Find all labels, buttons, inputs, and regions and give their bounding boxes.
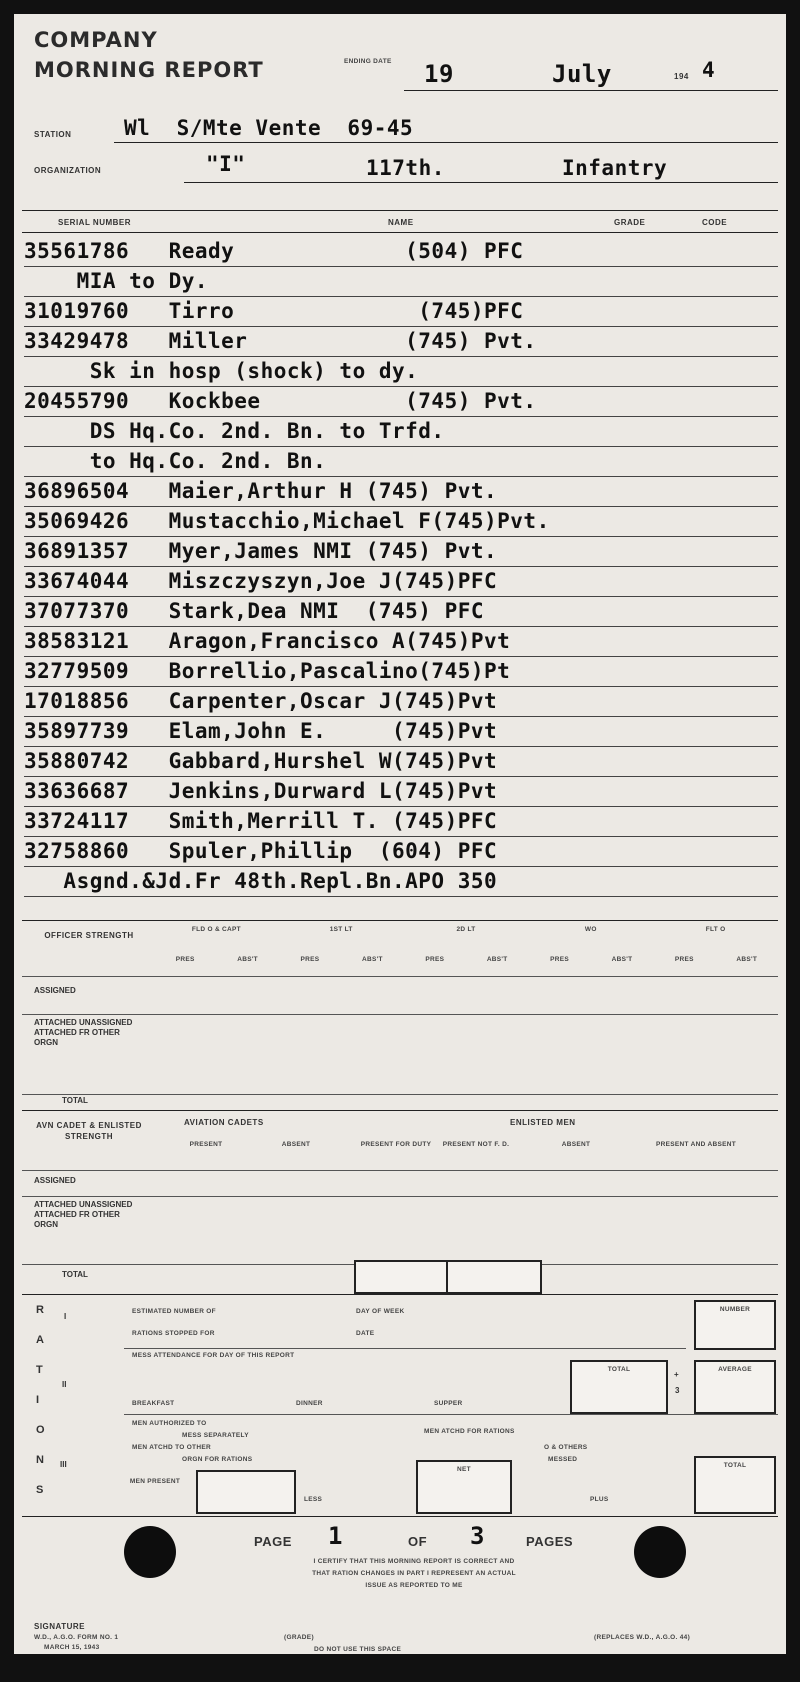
dinner-label: DINNER xyxy=(296,1400,323,1407)
net-label: NET xyxy=(457,1466,471,1473)
header-company: COMPANY xyxy=(34,28,158,52)
officer-row-assigned: ASSIGNED xyxy=(34,986,76,995)
entry-line: MIA to Dy. xyxy=(24,266,778,297)
bottom-notice: DO NOT USE THIS SPACE xyxy=(314,1646,402,1653)
men-present-box xyxy=(196,1470,296,1514)
entry-line: 35069426 Mustacchio,Michael F(745)Pvt. xyxy=(24,506,778,537)
enlisted-men-header: ENLISTED MEN xyxy=(510,1118,576,1127)
entry-line: 32758860 Spuler,Phillip (604) PFC xyxy=(24,836,778,867)
mess-attendance-label: MESS ATTENDANCE FOR DAY OF THIS REPORT xyxy=(132,1352,295,1359)
mess-total-label: TOTAL xyxy=(607,1366,631,1373)
rations-side-letter: O xyxy=(36,1424,45,1436)
enlisted-strength-title: AVN CADET & ENLISTED STRENGTH xyxy=(36,1121,142,1141)
date-label: DATE xyxy=(356,1330,375,1337)
report-month: July xyxy=(552,60,612,88)
entry-line: 20455790 Kockbee (745) Pvt. xyxy=(24,386,778,417)
entry-line: 35897739 Elam,John E. (745)Pvt xyxy=(24,716,778,747)
officer-group-headers xyxy=(154,926,778,940)
rations-side-letter: N xyxy=(36,1454,44,1466)
officer-group-header: 2D LT xyxy=(456,926,476,933)
entry-line: 32779509 Borrellio,Pascalino(745)Pt xyxy=(24,656,778,687)
morning-report-card: COMPANY MORNING REPORT ENDING DATE 19 July 194 4 STATION Wl S/Mte Vente 69-45 ORGANIZATION "I" 117th. Infantry SERIAL NUMBER NAME GRADE CODE 35561786 Ready (504) PFC MIA to Dy. 31019760 Tirro (745)PFC 33429478 Miller (745) Pvt. Sk in hosp (shock) to dy. 20455790 Kockbee (745) Pvt. DS Hq.Co. 2nd. Bn. to Trfd. to Hq.Co. 2nd. Bn. 36896504 Maier,Arthur H (745) Pvt. 35069426 Mustacchio,Michael F(745)Pvt. 36891357 Myer,James NMI (745) Pvt. 33674044 Miszczyszyn,Joe J(745)PFC 37077370 Stark,Dea NMI (745) PFC 38583121 Aragon,Francisco A(745)Pvt 32779509 Borrellio,Pascalino(745)Pt 17018856 Carpenter,Oscar J(745)Pvt 35897739 Elam,John E. (745)Pvt 35880742 Gabbard,Hurshel W(745)Pvt 33636687 Jenkins,Durward L(745)Pvt 33724117 Smith,Merrill T. (745)PFC 32758860 Spuler,Phillip (604) PFC Asgnd.&Jd.Fr 48th.Repl.Bn.APO 350 OFFICER STRENGTH FLD O & CAPT 1ST LT 2D LT WO FLT O PRES ABS'T PRES ABS'T PRES ABS'T PRES ABS'T PRES ABS'T ASSIGNED ATTACHED UNASSIGNED ATTACHED FR OTHER ORGN TOTAL AVN CADET & ENLISTED STRENGTH AVIATION CADETS ENLISTED MEN PRESENT ABSENT PRESENT FOR DUTY PRESENT NOT F. D. ABSENT PRESENT AND ABSENT ASSIGNED ATTACHED UNASSIGNED ATTACHED FR OTHER ORGN TOTAL R A T I O N S I II III ESTIMATED NUMBER OF DAY OF WEEK RATIONS STOPPED FOR DATE NUMBER MESS ATTENDANCE FOR DAY OF THIS REPORT TOTAL + 3 AVERAGE BREAKFAST DINNER SUPPER MEN AUTHORIZED TO MESS SEPARATELY MEN ATCHD TO OTHER ORGN FOR RATIONS MEN PRESENT LESS MEN ATCHD FOR RATIONS O & OTHERS MESSED NET PLUS TOTAL PAGE 1 OF 3 PAGES I CERTIFY THAT THIS MORNING REPORT IS CORRECT AND THAT RATION CHANGES IN PART I REPRESENT AN ACTUAL ISSUE AS REPORTED TO ME SIGNATURE W.D., A.G.O. FORM NO. 1 MARCH 15, 1943 (GRADE) (REPLACES W.D., A.G.O. 44) DO NOT USE THIS SPACE xyxy=(14,14,786,1654)
rations-total-box xyxy=(694,1456,776,1514)
enlisted-sub-header: PRESENT xyxy=(189,1141,223,1148)
page-number: 1 xyxy=(328,1522,343,1550)
o-and-others-label: O & OTHERS xyxy=(544,1444,588,1451)
enlisted-sub-header: PRESENT NOT F. D. xyxy=(442,1141,510,1148)
column-header-bottom-rule xyxy=(22,232,778,233)
less-label: LESS xyxy=(304,1496,323,1503)
enlisted-sub-header: PRESENT AND ABSENT xyxy=(655,1141,737,1148)
entry-line: 36896504 Maier,Arthur H (745) Pvt. xyxy=(24,476,778,507)
roman-one: I xyxy=(64,1312,67,1321)
of-number: 3 xyxy=(470,1522,485,1550)
entry-line: 33636687 Jenkins,Durward L(745)Pvt xyxy=(24,776,778,807)
rations-side-letter: R xyxy=(36,1304,44,1316)
entry-line: 36891357 Myer,James NMI (745) Pvt. xyxy=(24,536,778,567)
entry-line: 33674044 Miszczyszyn,Joe J(745)PFC xyxy=(24,566,778,597)
breakfast-label: BREAKFAST xyxy=(132,1400,175,1407)
officer-sub-header: ABS'T xyxy=(362,956,383,963)
org-company: "I" xyxy=(206,152,246,176)
rations-side-letter: S xyxy=(36,1484,44,1496)
date-underline xyxy=(404,90,778,91)
officer-sub-headers xyxy=(154,956,778,970)
entry-line: 33429478 Miller (745) Pvt. xyxy=(24,326,778,357)
ending-date-label: ENDING DATE xyxy=(344,58,392,65)
men-atchd-for-rations-label: MEN ATCHD FOR RATIONS xyxy=(424,1428,515,1435)
year-digit: 4 xyxy=(702,58,716,82)
total-box-2 xyxy=(446,1260,542,1294)
number-box xyxy=(694,1300,776,1350)
day-of-week-label: DAY OF WEEK xyxy=(356,1308,405,1315)
entry-line: Sk in hosp (shock) to dy. xyxy=(24,356,778,387)
page-label: PAGE xyxy=(254,1534,292,1549)
officer-sub-header: PRES xyxy=(674,956,694,963)
year-label: 194 xyxy=(674,72,689,81)
average-label: AVERAGE xyxy=(718,1366,752,1373)
entry-line: DS Hq.Co. 2nd. Bn. to Trfd. xyxy=(24,416,778,447)
of-label: OF xyxy=(408,1534,428,1549)
entry-line: Asgnd.&Jd.Fr 48th.Repl.Bn.APO 350 xyxy=(24,866,778,897)
certification-line-3: ISSUE AS REPORTED TO ME xyxy=(365,1582,463,1589)
officer-group-header: 1ST LT xyxy=(329,926,353,933)
report-day: 19 xyxy=(424,60,454,88)
org-underline xyxy=(184,182,778,183)
officer-sub-header: ABS'T xyxy=(237,956,258,963)
men-atchd-other-label: MEN ATCHD TO OTHER xyxy=(132,1444,211,1451)
entry-line: to Hq.Co. 2nd. Bn. xyxy=(24,446,778,477)
officer-sub-header: PRES xyxy=(300,956,320,963)
station-underline xyxy=(114,142,778,143)
mess-total-box xyxy=(570,1360,668,1414)
rations-total-label: TOTAL xyxy=(723,1462,747,1469)
officer-sub-header: PRES xyxy=(550,956,570,963)
org-regiment: 117th. xyxy=(366,156,445,180)
roman-two: II xyxy=(62,1380,67,1389)
officer-strength-title: OFFICER STRENGTH xyxy=(44,931,134,940)
pages-label: PAGES xyxy=(526,1534,574,1549)
officer-sub-header: ABS'T xyxy=(611,956,633,963)
rations-side-letter: T xyxy=(36,1364,43,1376)
average-box xyxy=(694,1360,776,1414)
plus-label: PLUS xyxy=(590,1496,609,1503)
station-value: Wl S/Mte Vente 69-45 xyxy=(124,116,414,140)
grade-label: (GRADE) xyxy=(284,1634,314,1641)
entry-line: 33724117 Smith,Merrill T. (745)PFC xyxy=(24,806,778,837)
enlisted-sub-header: ABSENT xyxy=(281,1141,311,1148)
form-number: W.D., A.G.O. FORM NO. 1 xyxy=(34,1634,119,1641)
roman-three: III xyxy=(60,1460,67,1469)
officer-group-header: FLT O xyxy=(705,926,726,933)
messed-label: MESSED xyxy=(548,1456,578,1463)
entry-line: 17018856 Carpenter,Oscar J(745)Pvt xyxy=(24,686,778,717)
number-label: NUMBER xyxy=(719,1306,751,1313)
station-label: STATION xyxy=(34,130,72,139)
replaces-label: (REPLACES W.D., A.G.O. 44) xyxy=(594,1634,691,1641)
enlisted-sub-header: PRESENT FOR DUTY xyxy=(360,1141,432,1148)
officer-group-header: FLD O & CAPT xyxy=(191,926,241,933)
column-header-top-rule xyxy=(22,210,778,211)
form-date: MARCH 15, 1943 xyxy=(44,1644,100,1651)
enlisted-sub-header: ABSENT xyxy=(561,1141,591,1148)
officer-sub-header: PRES xyxy=(425,956,445,963)
entry-line: 38583121 Aragon,Francisco A(745)Pvt xyxy=(24,626,778,657)
officer-group-header: WO xyxy=(584,926,597,933)
officer-table-top-rule xyxy=(22,920,778,921)
officer-sub-header: ABS'T xyxy=(736,956,758,963)
col-grade: GRADE xyxy=(614,218,646,227)
total-box-1 xyxy=(354,1260,448,1294)
entry-line: 35561786 Ready (504) PFC xyxy=(24,236,778,267)
supper-label: SUPPER xyxy=(434,1400,463,1407)
certification-line-1: I CERTIFY THAT THIS MORNING REPORT IS CORRECT AND xyxy=(313,1558,515,1565)
col-name: NAME xyxy=(388,218,414,227)
enlisted-row-attached: ATTACHED UNASSIGNED ATTACHED FR OTHER ORGN xyxy=(34,1200,133,1229)
signature-label: SIGNATURE xyxy=(34,1622,86,1631)
officer-sub-header: ABS'T xyxy=(486,956,508,963)
org-arm: Infantry xyxy=(562,156,668,180)
header-title: MORNING REPORT xyxy=(34,58,264,82)
aviation-cadets-header: AVIATION CADETS xyxy=(184,1118,264,1127)
net-box xyxy=(416,1460,512,1514)
entry-line: 37077370 Stark,Dea NMI (745) PFC xyxy=(24,596,778,627)
organization-label: ORGANIZATION xyxy=(34,166,102,175)
officer-sub-header: PRES xyxy=(175,956,195,963)
rations-side-letter: I xyxy=(36,1394,40,1406)
entry-line: 31019760 Tirro (745)PFC xyxy=(24,296,778,327)
officer-row-attached: ATTACHED UNASSIGNED ATTACHED FR OTHER ORGN xyxy=(34,1018,133,1047)
rations-stopped-label: RATIONS STOPPED FOR xyxy=(132,1330,215,1337)
certification-line-2: THAT RATION CHANGES IN PART I REPRESENT AN ACTUAL xyxy=(312,1570,516,1577)
enlisted-sub-headers xyxy=(164,1140,774,1164)
entry-line: 35880742 Gabbard,Hurshel W(745)Pvt xyxy=(24,746,778,777)
est-number-label: ESTIMATED NUMBER OF xyxy=(132,1308,216,1315)
officer-row-total: TOTAL xyxy=(62,1096,88,1105)
men-present-label: MEN PRESENT xyxy=(129,1478,181,1485)
enlisted-row-assigned: ASSIGNED xyxy=(34,1176,76,1185)
enlisted-row-total: TOTAL xyxy=(62,1270,88,1279)
col-serial-number: SERIAL NUMBER xyxy=(58,218,132,227)
mess-separately-label: MESS SEPARATELY xyxy=(182,1432,249,1439)
punch-hole-right xyxy=(634,1526,686,1578)
col-code: CODE xyxy=(702,218,728,227)
men-authorized-label: MEN AUTHORIZED TO xyxy=(132,1420,207,1427)
punch-hole-left xyxy=(124,1526,176,1578)
orgn-for-rations-label: ORGN FOR RATIONS xyxy=(182,1456,253,1463)
rations-side-letter: A xyxy=(36,1334,44,1346)
